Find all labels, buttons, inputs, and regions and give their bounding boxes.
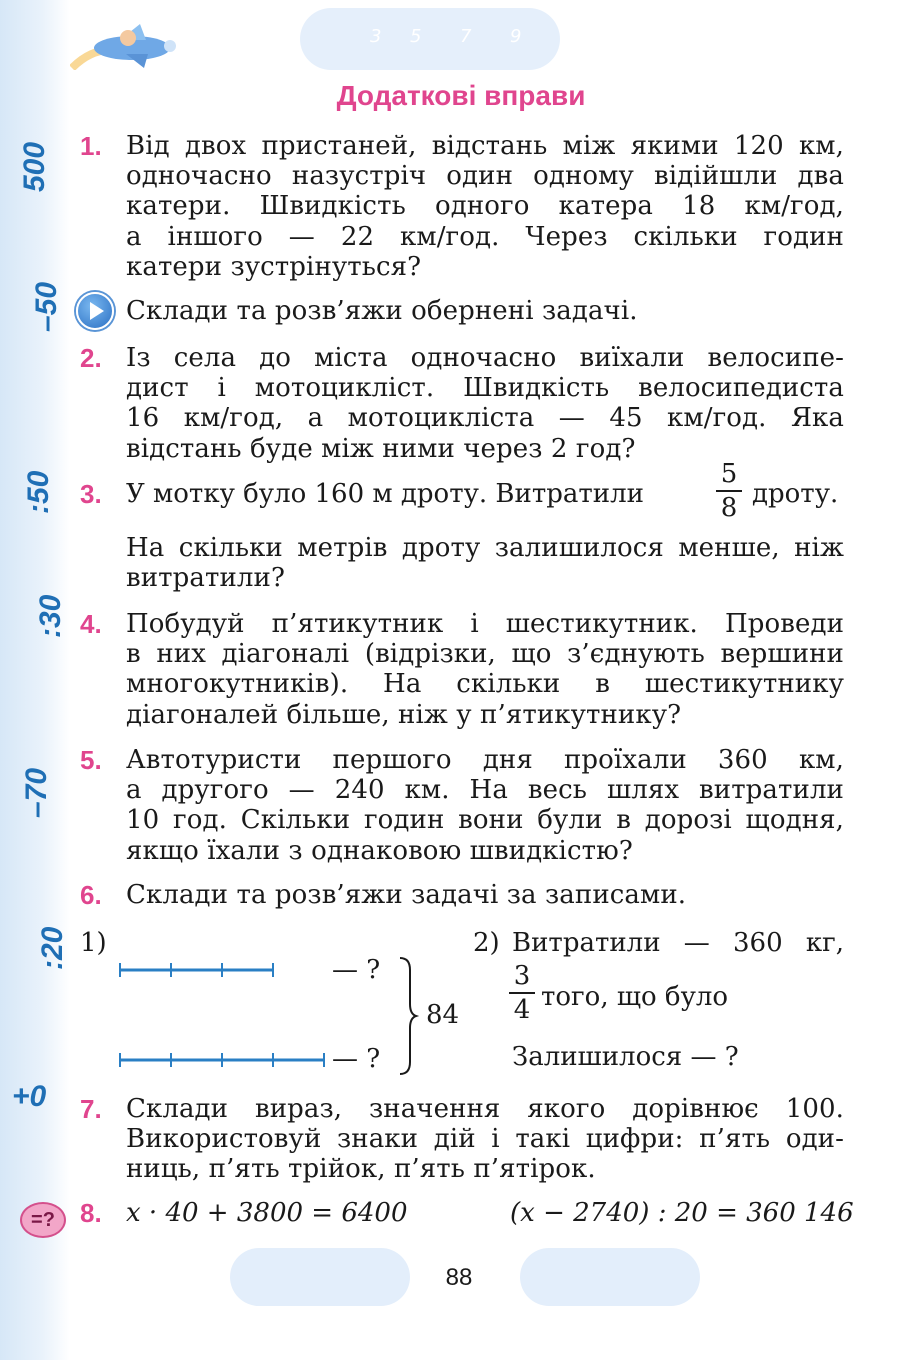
cloud-digit: 3	[370, 26, 382, 47]
segment-question: — ?	[332, 955, 381, 985]
fraction-bar	[509, 992, 535, 994]
text-line: Автотуристи першого дня проїхали 360 км,	[126, 745, 844, 775]
side-mark: :50	[22, 470, 55, 514]
text-line: якщо їхали з однаковою швидкістю?	[126, 835, 633, 866]
segment-question: — ?	[332, 1044, 381, 1074]
equation-2: (x − 2740) : 20 = 360 146	[510, 1198, 854, 1228]
segment-total: 84	[426, 1000, 460, 1030]
exercise-number: 8.	[80, 1198, 102, 1228]
text-line: а іншого — 22 км/год. Через скільки годин	[126, 221, 844, 252]
fraction-denominator: 4	[513, 995, 531, 1025]
side-mark: –50	[30, 281, 63, 332]
text-line: катери. Швидкість одного катера 18 км/год,	[126, 191, 844, 222]
cloud-digit: 7	[460, 26, 472, 47]
text-line: многокутників). На скільки в шестикутнику	[126, 669, 844, 700]
text-line: катери зустрінуться?	[126, 251, 422, 282]
exercise-number: 1.	[80, 131, 102, 161]
text-line: ниць, п’ять трійок, п’ять п’ятірок.	[126, 1154, 596, 1185]
exercise-number: 2.	[80, 343, 102, 373]
text-line: дист і мотоцикліст. Швидкість велосипедиста	[126, 373, 844, 404]
fraction-numerator: 3	[513, 961, 531, 991]
side-mark: +0	[12, 1080, 47, 1113]
cloud-digit: 5	[410, 26, 422, 47]
segment-top	[120, 963, 273, 977]
fraction-bar	[716, 490, 742, 492]
page-number: 88	[445, 1264, 473, 1291]
equation-badge-icon: =?	[20, 1202, 66, 1238]
exercise-3-text	[126, 533, 844, 593]
text-line: Від двох пристаней, відстань між якими 120 км,	[126, 131, 844, 161]
exercise-number: 5.	[80, 745, 102, 775]
segment-bottom	[120, 1053, 324, 1067]
exercise-number: 3.	[80, 479, 102, 509]
side-mark: –70	[20, 767, 53, 818]
airplane-icon	[70, 20, 180, 70]
text-line: в них діагоналі (відрізки, що з’єднують вершини	[126, 639, 844, 670]
text-line: Побудуй п’ятикутник і шестикутник. Проведи	[126, 609, 844, 639]
exercise-6-text: Склади та розв’яжи задачі за записами.	[126, 880, 687, 910]
exercise-5-text	[126, 745, 844, 866]
exercise-number: 4.	[80, 609, 102, 639]
text-line: Із села до міста одночасно виїхали велосипе-	[126, 343, 844, 373]
text-line: діагоналей більше, ніж у п’ятикутнику?	[126, 699, 682, 730]
exercise-4-text	[126, 609, 844, 730]
fraction-denominator: 8	[720, 493, 738, 523]
page-title: Додаткові вправи	[336, 80, 586, 111]
task-2-line-1: Витратили — 360 кг,	[512, 928, 844, 958]
exercise-3-part2: дроту.	[752, 479, 839, 509]
text-line: витратили?	[126, 563, 285, 594]
fraction-numerator: 5	[720, 459, 738, 489]
exercise-7-text	[126, 1094, 844, 1185]
side-mark: 500	[18, 141, 51, 192]
text-line: Використовуй знаки дій і такі цифри: п’ять оди-	[126, 1124, 844, 1155]
cloud-digit: 9	[510, 26, 522, 47]
fraction	[716, 460, 742, 522]
exercise-3-part1: У мотку було 160 м дроту. Витратили	[126, 479, 644, 509]
exercise-number: 7.	[80, 1094, 102, 1124]
task-2-line-2: того, що було	[541, 982, 729, 1012]
text-line: 10 год. Скільки годин вони були в дорозі щодня,	[126, 805, 844, 836]
exercise-2-text	[126, 343, 844, 464]
fraction	[509, 962, 535, 1024]
item-label: 2)	[473, 928, 500, 958]
side-mark: :30	[34, 594, 67, 638]
left-decor-band	[0, 0, 70, 1360]
text-line: відстань буде між ними через 2 год?	[126, 433, 636, 464]
inverse-task-text: Склади та розв’яжи обернені задачі.	[126, 296, 638, 326]
exercise-number: 6.	[80, 880, 102, 910]
item-label: 1)	[80, 928, 107, 958]
side-mark: :20	[36, 926, 69, 970]
text-line: одночасно назустріч один одному відійшли два	[126, 161, 844, 192]
text-line: На скільки метрів дроту залишилося менше, ніж	[126, 533, 844, 563]
brace-icon	[400, 958, 416, 1074]
exercise-1-text	[126, 131, 844, 282]
text-line: 16 км/год, а мотоцикліста — 45 км/год. Яка	[126, 403, 844, 434]
text-line: Склади вираз, значення якого дорівнює 100.	[126, 1094, 844, 1124]
text-line: а другого — 240 км. На весь шлях витратили	[126, 775, 844, 806]
top-cloud	[300, 8, 560, 70]
task-2-line-3: Залишилося — ?	[512, 1042, 739, 1072]
play-icon	[76, 292, 114, 330]
equation-1: x · 40 + 3800 = 6400	[126, 1198, 408, 1228]
